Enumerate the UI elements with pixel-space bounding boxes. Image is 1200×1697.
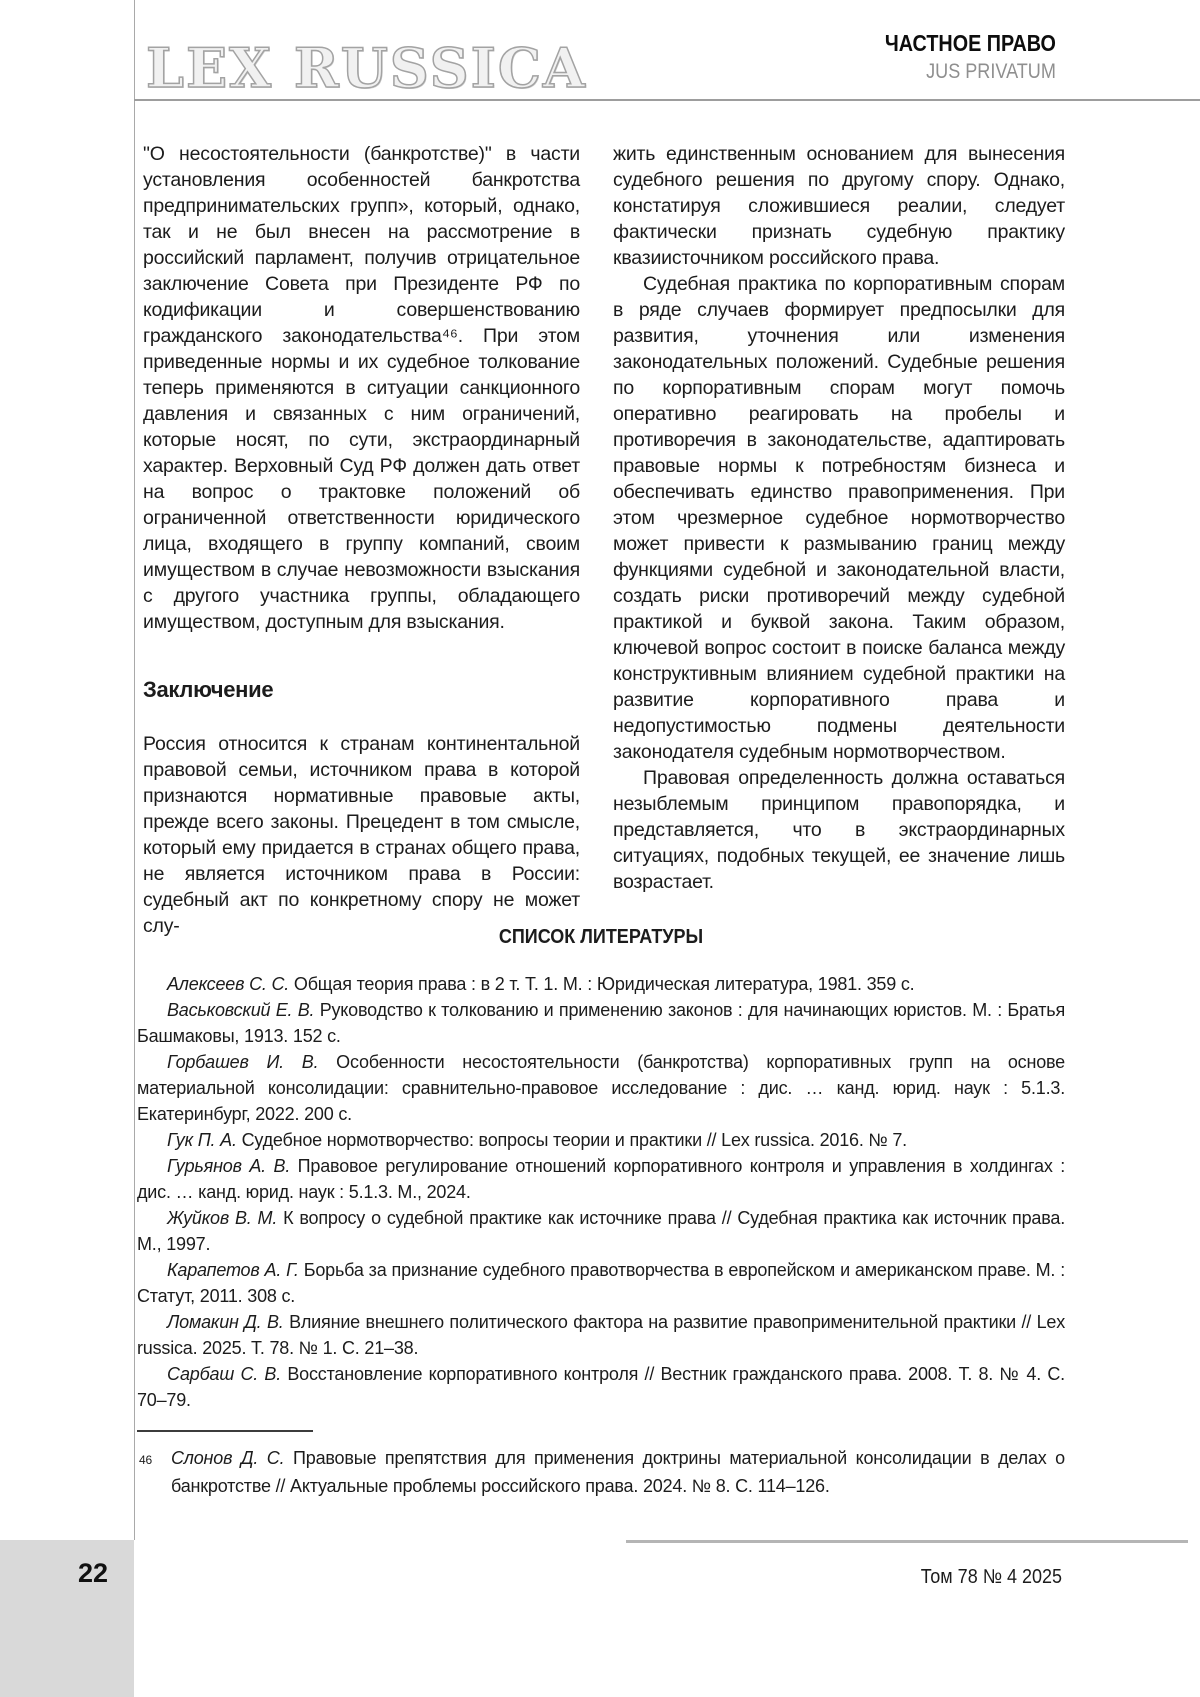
reference-text: Борьба за признание судебного правотворчества в европейском и американском праве. М. : Статут, 2011. 308 с. [137,1260,1066,1306]
journal-logo: LEX RUSSICA [146,36,587,100]
page-number-box [0,1540,134,1697]
reference-item [137,971,1065,997]
footnote-section [137,1430,1065,1500]
reference-author: Горбашев И. В. [167,1052,319,1072]
paragraph: Россия относится к странам континентальной правовой семьи, источником права в которой признаются нормативные правовые акты, прежде всего законы. Прецедент в том смысле, который ему придается в странах общего права, не является источником права в России: судебный акт по конкретному спору не может слу- [143,733,580,937]
issue-info: Том 78 № 4 2025 [920,1566,1062,1588]
reference-text: Общая теория права : в 2 т. Т. 1. М. : Юридическая литература, 1981. 359 с. [289,974,915,994]
section-rubric [857,30,1056,84]
reference-item [137,1257,1065,1309]
footnote-item [137,1444,1065,1500]
reference-author: Ломакин Д. В. [167,1312,284,1332]
column-left [143,141,580,939]
footer-divider [626,1540,1188,1543]
reference-author: Сарбаш С. В. [167,1364,282,1384]
page-number: 22 [77,1558,108,1588]
rubric-latin: JUS PRIVATUM [926,60,1056,83]
column-right [613,141,1065,939]
rubric-russian: ЧАСТНОЕ ПРАВО [884,30,1056,56]
reference-text: Правовое регулирование отношений корпоративного контроля и управления в холдингах : дис. … канд. юрид. наук : 5.1.3. М., 2024. [137,1156,1065,1202]
reference-author: Гук П. А. [167,1130,237,1150]
left-margin-rule [134,0,135,1540]
paragraph: "О несостоятельности (банкротстве)" в части установления особенностей банкротства предпринимательских групп», который, однако, так и не был внесен на рассмотрение в российский парламент, получив отрицательное заключение Совета при Президенте РФ по кодификации и совершенствованию гражданского законодательства⁴⁶. При этом приведенные нормы и их судебное толкование теперь применяются в ситуации санкционного давления и связанных с ним ограничений, которые носят, по сути, экстраординарный характер. Верховный Суд РФ должен дать ответ на вопрос о трактовке положений об ограниченной ответственности юридического лица, входящего в группу компаний, своим имуществом в случае невозможности взыскания с другого участника группы, обладающего имуществом, доступным для взыскания. [143,143,580,633]
footnote-text: Правовые препятствия для применения доктрины материальной консолидации в делах о банкротстве // Актуальные проблемы российского права. 2024. № 8. С. 114–126. [171,1448,1065,1496]
reference-item [137,1153,1065,1205]
reference-item [137,1205,1065,1257]
reference-item [137,1127,1065,1153]
reference-text: Влияние внешнего политического фактора на развитие правоприменительной практики // Lex russica. 2025. Т. 78. № 1. С. 21–38. [137,1312,1065,1358]
reference-item [137,997,1065,1049]
reference-item [137,1361,1065,1413]
reference-author: Карапетов А. Г. [167,1260,299,1280]
reference-text: Особенности несостоятельности (банкротства) корпоративных групп на основе материальной консолидации: сравнительно-правовое исследование : дис. … канд. юрид. наук : 5.1.3. Екатеринбург, 2022. 200 с. [137,1052,1065,1124]
paragraph: жить единственным основанием для вынесения судебного решения по другому спору. Однако, констатируя сложившиеся реалии, следует фактически признать судебную практику квазиисточником российского права. [613,143,1065,269]
reference-author: Алексеев С. С. [167,974,290,994]
reference-author: Гурьянов А. В. [167,1156,291,1176]
reference-author: Васьковский Е. В. [167,1000,315,1020]
reference-text: Судебное нормотворчество: вопросы теории и практики // Lex russica. 2016. № 7. [236,1130,907,1150]
reference-item [137,1049,1065,1127]
paragraph: Судебная практика по корпоративным спорам в ряде случаев формирует предпосылки для развития, уточнения или изменения законодательных положений. Судебные решения по корпоративным спорам могут помочь оперативно реагировать на пробелы и противоречия в законодательстве, адаптировать правовые нормы к потребностям бизнеса и обеспечивать единство правоприменения. При этом чрезмерное судебное нормотворчество может привести к размыванию границ между функциями судебной и законодательной власти, создать риски противоречий между судебной практикой и буквой закона. Таким образом, ключевой вопрос состоит в поиске баланса между конструктивным влиянием судебной практики на развитие корпоративного права и недопустимостью подмены деятельности законодателя судебным нормотворчеством. [613,273,1065,763]
section-heading-conclusion: Заключение [143,677,274,702]
reference-text: Руководство к толкованию и применению законов : для начинающих юристов. М. : Братья Башмаковы, 1913. 152 с. [137,1000,1065,1046]
reference-item [137,1309,1065,1361]
article-body [143,141,1065,939]
reference-author: Жуйков В. М. [167,1208,278,1228]
bibliography-section [137,926,1065,1413]
bibliography-title: СПИСОК ЛИТЕРАТУРЫ [498,926,704,948]
reference-text: К вопросу о судебной практике как источнике права // Судебная практика как источник права. М., 1997. [137,1208,1065,1254]
footnote-divider [137,1430,313,1432]
paragraph: Правовая определенность должна оставаться незыблемым принципом правопорядка, и представляется, что в экстраординарных ситуациях, подобных текущей, ее значение лишь возрастает. [613,767,1065,893]
reference-text: Восстановление корпоративного контроля // Вестник гражданского права. 2008. Т. 8. № 4. С. 70–79. [137,1364,1065,1410]
footnote-author: Слонов Д. С. [171,1448,285,1468]
footnote-marker: 46 [139,1453,152,1467]
